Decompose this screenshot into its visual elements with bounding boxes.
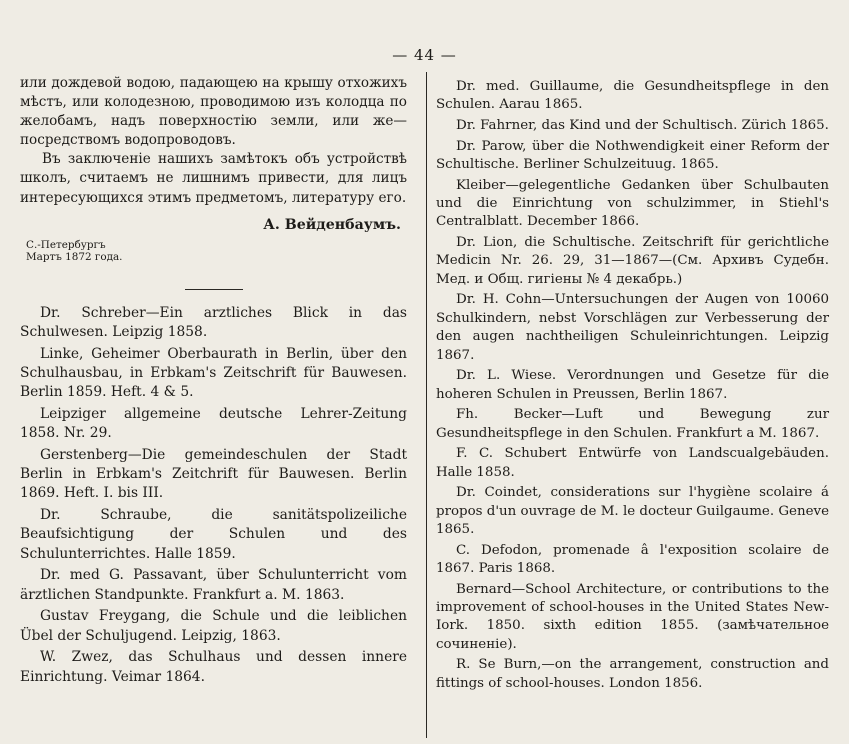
reference-entry: Fh. Becker—Luft und Bewegung zur Gesundheitspflege in den Schulen. Frankfurt a M. 1867. — [436, 407, 829, 441]
reference-entry: R. Se Burn,—on the arrangement, construction and fittings of school-houses. London 1856. — [436, 657, 829, 691]
reference-entry: C. Defodon, promenade â l'exposition scolaire de 1867. Paris 1868. — [436, 542, 829, 577]
reference-entry: Dr. med. Guillaume, die Gesundheitspflege in den Schulen. Aarau 1865. — [436, 79, 829, 113]
right-column — [436, 78, 829, 695]
author-signature: А. Вейденбаумъ. — [263, 216, 401, 233]
body-paragraph: Въ заключеніе нашихъ замѣтокъ объ устройствѣ школъ, считаемъ не лишнимъ привести, для лицъ интересующихся этимъ предметомъ, литературу его. — [20, 151, 407, 206]
reference-entry: Bernard—School Architecture, or contributions to the improvement of school-houses in the United States New-Iork. 1850. sixth edition 1855. (замѣчательное сочиненіе). — [436, 581, 829, 652]
reference-entry: Dr. Schraube, die sanitätspolizeiliche Beaufsichtigung der Schulen und des Schulunterrichtes. Halle 1859. — [20, 507, 407, 562]
reference-entry: Dr. Coindet, considerations sur l'hygiène scolaire á propos d'un ouvrage de M. le docteur Guilgaume. Geneve 1865. — [436, 485, 829, 538]
reference-entry: Kleiber—gelegentliche Gedanken über Schulbauten und die Einrichtung von schulzimmer, in Stiehl's Centralblatt. December 1866. — [436, 177, 829, 230]
date-line: Мартъ 1872 года. — [26, 250, 123, 263]
reference-entry: Gustav Freygang, die Schule und die leiblichen Übel der Schuljugend. Leipzig, 1863. — [20, 608, 407, 644]
reference-entry: Dr. H. Cohn—Untersuchungen der Augen von 10060 Schulkindern, nebst Vorschlägen zur Verbesserung der den augen nachtheiligen Schuleinrichtungen. Leipzig 1867. — [436, 292, 829, 363]
reference-entry: Dr. Schreber—Ein arztliches Blick in das Schulwesen. Leipzig 1858. — [20, 304, 407, 340]
reference-entry: Dr. med G. Passavant, über Schulunterricht vom ärztlichen Standpunkte. Frankfurt a. M. 1863. — [20, 567, 407, 603]
section-separator — [185, 289, 243, 290]
reference-entry: Dr. L. Wiese. Verordnungen und Gesetze für die hoheren Schulen in Preussen, Berlin 1867. — [436, 368, 829, 402]
reference-entry: Leipziger allgemeine deutsche Lehrer-Zeitung 1858. Nr. 29. — [20, 405, 407, 442]
body-paragraph: или дождевой водою, падающею на крышу отхожихъ мѣстъ, или колодезною, проводимою изъ колодца по желобамъ, надъ поверхностію земли, или же—посредствомъ водопроводовъ. — [20, 75, 407, 149]
reference-entry: Dr. Parow, über die Nothwendigkeit einer Reform der Schultische. Berliner Schulzeituug. 1865. — [436, 138, 829, 172]
reference-entry: F. C. Schubert Entwürfe von Landscualgebäuden. Halle 1858. — [436, 446, 829, 480]
reference-entry: Dr. Fahrner, das Kind und der Schultisch. Zürich 1865. — [456, 118, 829, 133]
reference-entry: Linke, Geheimer Oberbaurath in Berlin, über den Schulhausbau, in Erbkam's Zeitschrift für Bauwesen. Berlin 1859. Heft. 4 & 5. — [20, 345, 407, 401]
reference-entry: Gerstenberg—Die gemeindeschulen der Stadt Berlin in Erbkam's Zeitchrift für Bauwesen. Berlin 1869. Heft. I. bis III. — [20, 446, 407, 502]
column-divider — [426, 72, 427, 738]
reference-entry: W. Zwez, das Schulhaus und dessen innere Einrichtung. Veimar 1864. — [20, 649, 407, 685]
reference-entry: Dr. Lion, die Schultische. Zeitschrift für gerichtliche Medicin Nr. 26. 29, 31—1867—(См. Архивъ Судебн. Мед. и Общ. гигіены № 4 декабрь.) — [436, 235, 829, 287]
page-number: — 44 — — [392, 46, 457, 64]
left-column — [20, 74, 407, 689]
place-line: С.-Петербургъ — [26, 238, 106, 251]
